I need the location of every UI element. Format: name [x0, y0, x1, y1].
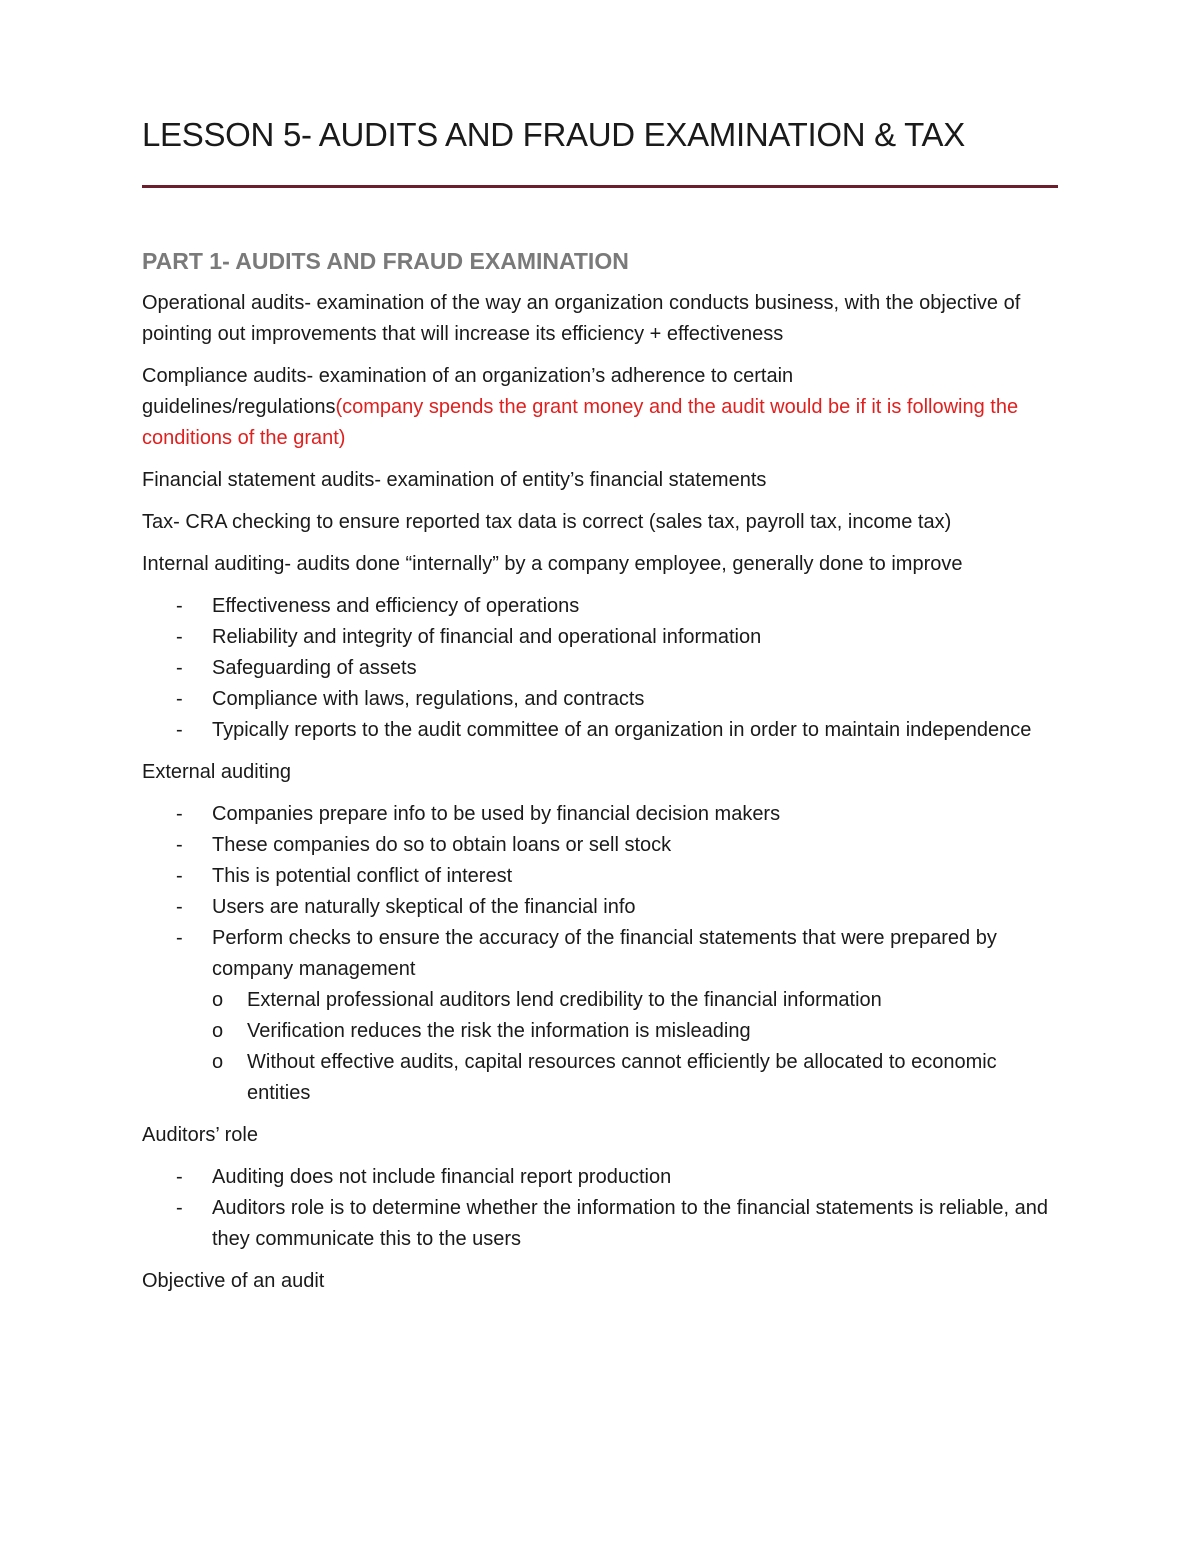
list-item: [142, 830, 1058, 861]
dash-marker: -: [176, 1166, 183, 1188]
document-body: [142, 246, 1058, 1308]
list-item: [142, 653, 1058, 684]
list-item-text: Reliability and integrity of financial and operational information: [212, 626, 762, 648]
list-item-text: Companies prepare info to be used by financial decision makers: [212, 803, 781, 825]
dash-marker: -: [176, 865, 183, 887]
auditors-role-list: [142, 1162, 1058, 1255]
circle-marker: o: [212, 989, 224, 1011]
compliance-audits-text: Compliance audits- examination of an organization’s adherence to certain guidelines/regulations: [142, 365, 794, 418]
list-item-text: Users are naturally skeptical of the financial info: [212, 896, 636, 918]
list-item-text: Auditors role is to determine whether the information to the financial statements is reliable, and they communicate this to the users: [212, 1197, 1048, 1250]
dash-marker: -: [176, 688, 183, 710]
part-1-heading: PART 1- AUDITS AND FRAUD EXAMINATION: [142, 248, 629, 274]
sub-list-item: [212, 1047, 1058, 1109]
dash-marker: -: [176, 657, 183, 679]
list-item: [142, 591, 1058, 622]
title-divider: [142, 185, 1058, 188]
operational-audits-paragraph: Operational audits- examination of the way an organization conducts business, with the objective of pointing out improvements that will increase its efficiency + effectiveness: [142, 292, 1021, 345]
financial-statement-audits-paragraph: Financial statement audits- examination of entity’s financial statements: [142, 469, 767, 491]
dash-marker: -: [176, 1197, 183, 1219]
document-title: LESSON 5- AUDITS AND FRAUD EXAMINATION & TAX: [142, 116, 965, 153]
list-item: [142, 715, 1058, 746]
dash-marker: -: [176, 927, 183, 949]
sub-list-item-text: Without effective audits, capital resources cannot efficiently be allocated to economic entities: [247, 1051, 997, 1104]
list-item: [142, 622, 1058, 653]
list-item: [142, 1162, 1058, 1193]
sub-list-item-text: External professional auditors lend credibility to the financial information: [247, 989, 882, 1011]
list-item: [142, 1193, 1058, 1255]
list-item: [142, 892, 1058, 923]
external-auditing-list: [142, 799, 1058, 1109]
compliance-audits-paragraph: [142, 361, 1058, 454]
internal-auditing-paragraph: Internal auditing- audits done “internally” by a company employee, generally done to improve: [142, 553, 963, 575]
dash-marker: -: [176, 803, 183, 825]
dash-marker: -: [176, 719, 183, 741]
tax-paragraph: Tax- CRA checking to ensure reported tax data is correct (sales tax, payroll tax, income tax): [142, 511, 952, 533]
dash-marker: -: [176, 595, 183, 617]
dash-marker: -: [176, 626, 183, 648]
list-item-text: Safeguarding of assets: [212, 657, 417, 679]
external-auditing-sublist: [212, 985, 1058, 1109]
list-item-text: Perform checks to ensure the accuracy of the financial statements that were prepared by company management: [212, 927, 997, 980]
sub-list-item-text: Verification reduces the risk the information is misleading: [247, 1020, 751, 1042]
list-item-text: These companies do so to obtain loans or sell stock: [212, 834, 672, 856]
list-item: [142, 799, 1058, 830]
list-item: [142, 684, 1058, 715]
internal-auditing-list: [142, 591, 1058, 746]
sub-list-item: [212, 985, 1058, 1016]
list-item: [142, 861, 1058, 892]
list-item-text: Effectiveness and efficiency of operations: [212, 595, 580, 617]
sub-list-item: [212, 1016, 1058, 1047]
compliance-grant-note: (company spends the grant money and the audit would be if it is following the conditions of the grant): [142, 396, 1019, 449]
dash-marker: -: [176, 834, 183, 856]
list-item-text: This is potential conflict of interest: [212, 865, 513, 887]
dash-marker: -: [176, 896, 183, 918]
list-item-text: Compliance with laws, regulations, and contracts: [212, 688, 645, 710]
list-item: [142, 923, 1058, 1109]
circle-marker: o: [212, 1020, 224, 1042]
external-auditing-heading: External auditing: [142, 761, 291, 783]
list-item-text: Typically reports to the audit committee of an organization in order to maintain independence: [212, 719, 1032, 741]
circle-marker: o: [212, 1051, 224, 1073]
list-item-text: Auditing does not include financial report production: [212, 1166, 672, 1188]
auditors-role-heading: Auditors’ role: [142, 1124, 258, 1146]
objective-of-audit-heading: Objective of an audit: [142, 1270, 325, 1292]
